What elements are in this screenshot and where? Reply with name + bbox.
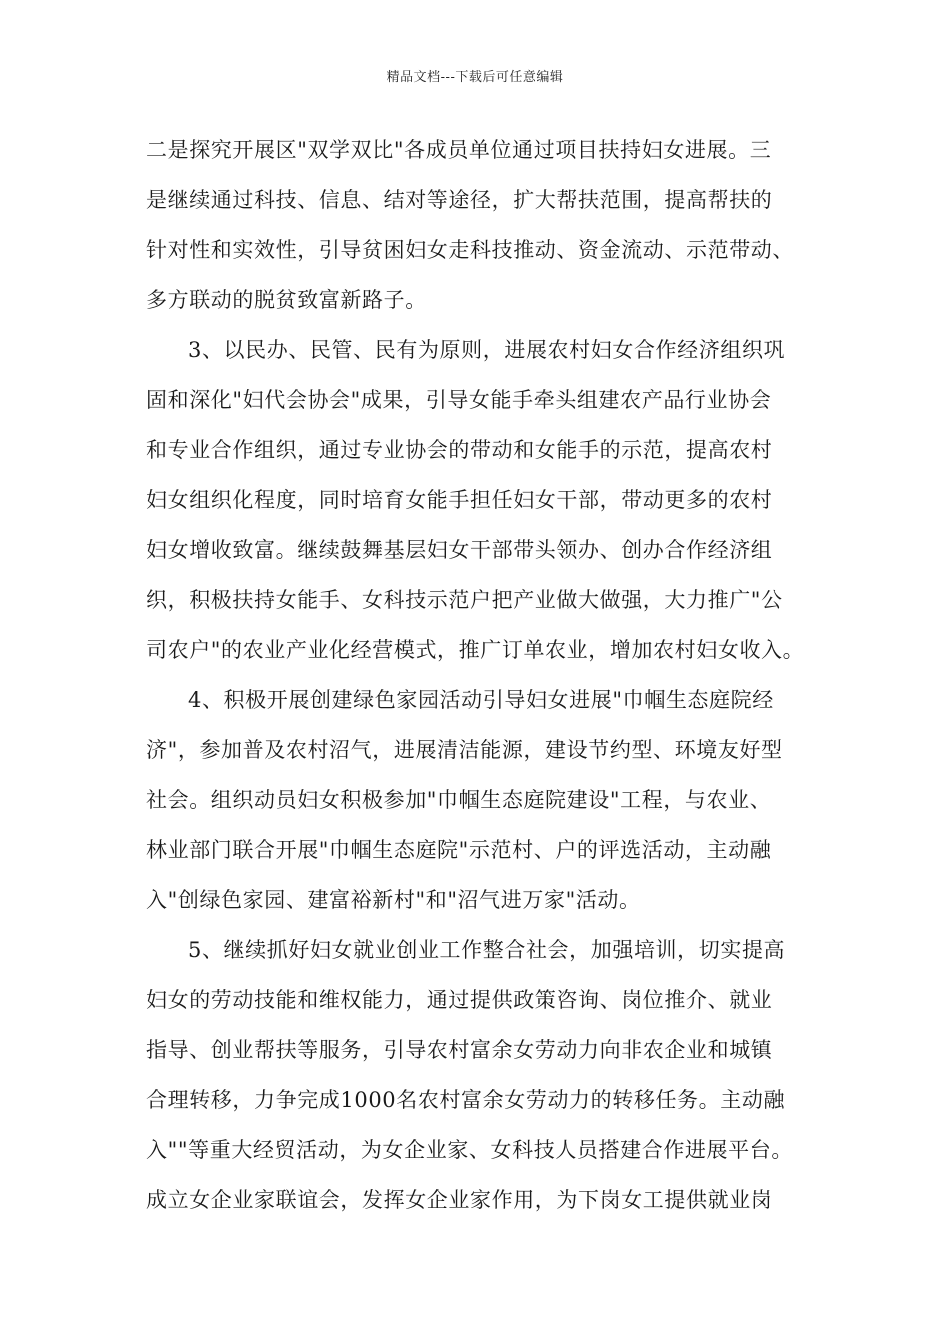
text-line: 林业部门联合开展"巾帼生态庭院"示范村、户的评选活动，主动融 [146, 838, 772, 862]
document-body [146, 132, 826, 1232]
text-line: 社会。组织动员妇女积极参加"巾帼生态庭院建设"工程，与农业、 [146, 788, 772, 812]
text-line: 入"创绿色家园、建富裕新村"和"沼气进万家"活动。 [146, 888, 641, 912]
text-line: 妇女的劳动技能和维权能力，通过提供政策咨询、岗位推介、就业 [146, 988, 773, 1012]
text-line: 指导、创业帮扶等服务，引导农村富余女劳动力向非农企业和城镇 [146, 1038, 773, 1062]
paragraph-1 [146, 132, 826, 332]
text-line: 济"，参加普及农村沼气，进展清洁能源，建设节约型、环境友好型 [146, 738, 783, 762]
text-line: 妇女组织化程度，同时培育女能手担任妇女干部，带动更多的农村 [146, 488, 773, 512]
paragraph-3 [146, 682, 826, 932]
text-line: 3、以民办、民管、民有为原则，进展农村妇女合作经济组织巩 [188, 338, 786, 362]
paragraph-2 [146, 332, 826, 682]
text-line: 和专业合作组织，通过专业协会的带动和女能手的示范，提高农村 [146, 438, 773, 462]
text-line: 成立女企业家联谊会，发挥女企业家作用，为下岗女工提供就业岗 [146, 1188, 773, 1212]
paragraph-4 [146, 932, 826, 1232]
text-line: 多方联动的脱贫致富新路子。 [146, 288, 427, 312]
text-line: 二是探究开展区"双学双比"各成员单位通过项目扶持妇女进展。三 [146, 138, 772, 162]
text-line: 入""等重大经贸活动，为女企业家、女科技人员搭建合作进展平台。 [146, 1138, 793, 1162]
text-line: 妇女增收致富。继续鼓舞基层妇女干部带头领办、创办合作经济组 [146, 538, 773, 562]
text-line: 合理转移，力争完成1000名农村富余女劳动力的转移任务。主动融 [146, 1088, 786, 1112]
text-line: 司农户"的农业产业化经营模式，推广订单农业，增加农村妇女收入。 [146, 638, 805, 662]
text-line: 是继续通过科技、信息、结对等途径，扩大帮扶范围，提高帮扶的 [146, 188, 773, 212]
text-line: 织，积极扶持女能手、女科技示范户把产业做大做强，大力推广"公 [146, 588, 783, 612]
text-line: 固和深化"妇代会协会"成果，引导女能手牵头组建农产品行业协会 [146, 388, 772, 412]
text-line: 针对性和实效性，引导贫困妇女走科技推动、资金流动、示范带动、 [146, 238, 794, 262]
text-line: 4、积极开展创建绿色家园活动引导妇女进展"巾帼生态庭院经 [188, 688, 774, 712]
page-header: 精品文档---下载后可任意编辑 [386, 70, 564, 85]
text-line: 5、继续抓好妇女就业创业工作整合社会，加强培训，切实提高 [188, 938, 786, 962]
